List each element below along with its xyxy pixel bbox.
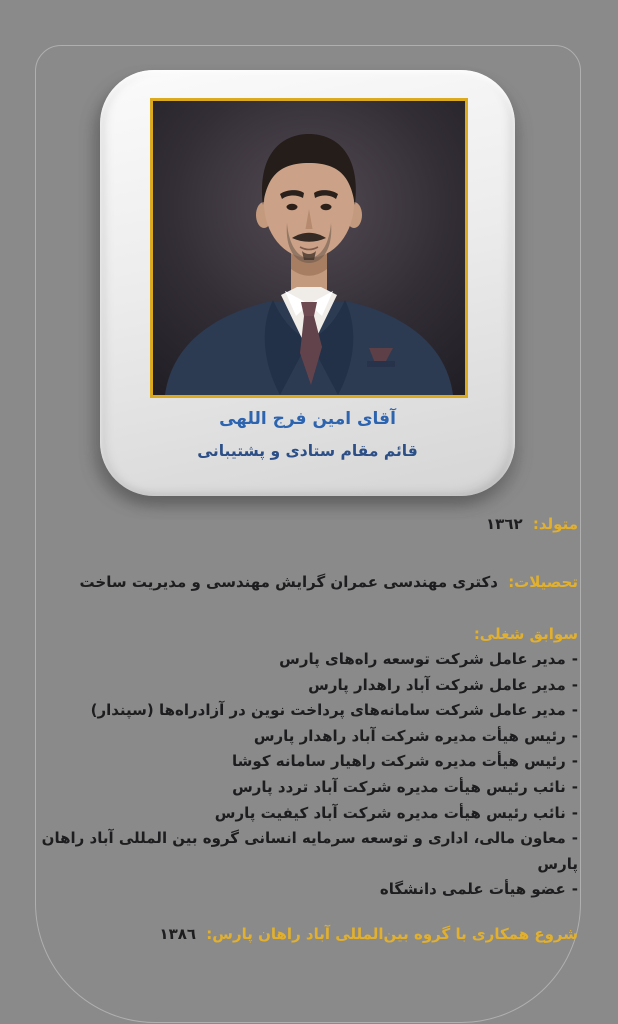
dash-bullet: - xyxy=(571,880,578,899)
experience-heading: سوابق شغلی: xyxy=(473,625,578,643)
start-cooperation-label: شروع همکاری با گروه بین‌المللی آباد راهان پارس: xyxy=(206,924,578,943)
profile-name: آقای امین فرج اللهی xyxy=(219,409,396,429)
dash-bullet: - xyxy=(571,777,578,796)
experience-item xyxy=(40,698,578,724)
experience-item-text: مدیر عامل شرکت سامانه‌های پرداخت نوین در آزادراه‌ها (سپندار) xyxy=(90,701,566,720)
dash-bullet: - xyxy=(571,701,578,720)
experience-item-text: نائب رئیس هیأت مدیره شرکت آباد کیفیت پارس xyxy=(214,803,566,822)
experience-item xyxy=(40,749,578,775)
education-label: تحصیلات: xyxy=(508,573,578,591)
born-line xyxy=(40,511,578,537)
dash-bullet: - xyxy=(571,829,578,848)
dash-bullet: - xyxy=(571,726,578,745)
experience-item-text: مدیر عامل شرکت آباد راهدار پارس xyxy=(308,675,566,694)
experience-item xyxy=(40,801,578,827)
experience-item xyxy=(40,647,578,673)
profile-photo xyxy=(150,98,468,398)
portrait-illustration xyxy=(153,101,465,395)
profile-details xyxy=(40,511,578,947)
profile-title: قائم مقام ستادی و پشتیبانی xyxy=(197,442,418,460)
dash-bullet: - xyxy=(571,675,578,694)
dash-bullet: - xyxy=(571,752,578,771)
born-value: ١٣٦٢ xyxy=(486,515,523,533)
born-label: متولد: xyxy=(532,515,578,533)
start-cooperation-line xyxy=(40,921,578,947)
experience-item xyxy=(40,673,578,699)
profile-card xyxy=(100,70,515,496)
education-line xyxy=(40,569,578,595)
experience-item-text: رئیس هیأت مدیره شرکت راهیار سامانه کوشا xyxy=(232,752,566,771)
experience-item-text: عضو هیأت علمی دانشگاه xyxy=(379,880,566,899)
experience-item-text: مدیر عامل شرکت توسعه راه‌های پارس xyxy=(279,650,566,668)
experience-list xyxy=(40,647,578,903)
experience-item-text: نائب رئیس هیأت مدیره شرکت آباد تردد پارس xyxy=(232,777,566,796)
experience-item xyxy=(40,826,578,877)
experience-item xyxy=(40,877,578,903)
education-value: دکتری مهندسی عمران گرایش مهندسی و مدیریت ساخت xyxy=(79,573,498,591)
experience-item xyxy=(40,724,578,750)
experience-item xyxy=(40,775,578,801)
experience-item-text: معاون مالی، اداری و توسعه سرمایه انسانی گروه بین المللی آباد راهان پارس xyxy=(41,829,578,873)
dash-bullet: - xyxy=(571,803,578,822)
experience-item-text: رئیس هیأت مدیره شرکت آباد راهدار پارس xyxy=(253,726,566,745)
start-cooperation-value: ١٣٨٦ xyxy=(159,924,197,943)
dash-bullet: - xyxy=(571,650,578,668)
